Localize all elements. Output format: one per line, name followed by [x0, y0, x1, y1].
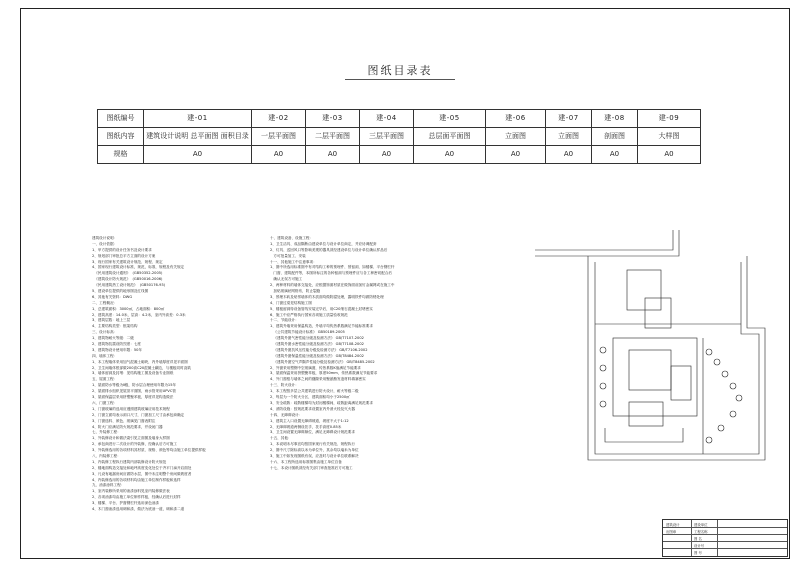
notes-left-line: 1、屋面防水等级为Ⅱ级，防水层合理使用年限为15年	[92, 383, 177, 388]
tree-6	[730, 411, 736, 417]
index-cell-content-1: 建筑设计说明 总平面图 面积目录	[144, 128, 252, 146]
index-cell-content-4: 三层平面图	[360, 128, 414, 146]
notes-right-line: 《建筑外窗气密性能分级及检测方法》 GB/T7107-2002	[270, 336, 364, 341]
notes-right-line: 十、建筑设备、设施工程：	[270, 236, 314, 240]
tb-divider-2	[717, 520, 718, 556]
index-cell-size-7: A0	[546, 146, 592, 164]
index-cell-size-4: A0	[360, 146, 414, 164]
tb-row-line-1	[663, 527, 787, 528]
notes-right-line: 《建筑外窗空气声隔声性能分级及检测方法》 GB/T8485-2002	[270, 359, 375, 364]
tb-label-design-no: 设计号	[694, 544, 705, 548]
notes-left-line: 一、设计依据：	[92, 241, 118, 246]
tree-12	[600, 401, 606, 407]
site-boundary	[588, 256, 765, 460]
notes-left-line: 3、建筑层数：地上三层	[92, 318, 131, 323]
notes-left-line: 1、室内装修所采用的油漆涂料见室内装修做法表	[92, 489, 170, 494]
notes-right-line: 3、安全疏散：疏散楼梯均为封闭楼梯间，疏散距离满足规范要求	[270, 400, 373, 405]
notes-right-line: 《建筑外窗水密性能分级及检测方法》 GB/T7108-2002	[270, 342, 364, 347]
index-cell-content-6: 立面图	[486, 128, 546, 146]
notes-left-line: 八、内装修工程：	[92, 453, 121, 458]
notes-left-line: 4、防火门应满足防火规范要求，并设闭门器	[92, 424, 163, 429]
notes-left-line: 3、现行国家有关建筑设计规范、规程、规定	[92, 259, 163, 264]
tree-4	[730, 383, 736, 389]
notes-left-line: 1、本工程墙体采用加气混凝土砌块，内外墙厚度详见平面图	[92, 359, 188, 364]
index-cell-no-4: 建-04	[360, 110, 414, 128]
notes-left-line: 3、建筑物设计使用年限：50年	[92, 347, 142, 352]
tb-row-line-4	[663, 548, 787, 549]
notes-right-line: 1、建筑外墙采用保温构造，外墙平均传热系数满足节能标准要求	[270, 324, 373, 329]
notes-right-line: 1、本工程按多层公共建筑进行防火设计，耐火等级二级	[270, 389, 359, 394]
notes-left-line: 2、规划部门审批总平方立面的设计方案	[92, 253, 156, 258]
row-label-size: 规格	[98, 146, 144, 164]
notes-left-line: 《民用建筑设计通则》 (GB50352-2005)	[92, 271, 163, 276]
notes-left-line: 6、其他有关资料：DWG	[92, 294, 133, 299]
notes-left-line: 1、内装修工程执行建筑内部装修设计防火规范	[92, 459, 167, 464]
notes-right-line: 3、预埋木砖及贴邻墙体的木质面均做防腐处理，露明铁件均做防锈处理	[270, 294, 384, 299]
notes-left-line: 2、屋面排水组织见屋顶平面图，雨水管采用UPVC管	[92, 389, 176, 394]
index-cell-content-7: 立面图	[546, 128, 592, 146]
notes-right-line: 加贴玻璃丝网格布，防止裂缝	[270, 289, 321, 294]
site-plan-drawing	[533, 228, 773, 478]
notes-right-line: 5、楼板留洞待设备管线安装完毕后，用C20细石混凝土封堵密实	[270, 306, 373, 311]
index-row-size	[98, 146, 701, 164]
notes-left-line: 3、外装修选用的各项材料其材质、规格、颜色等均由施工单位提供样板	[92, 448, 206, 453]
index-cell-no-3: 建-03	[306, 110, 360, 128]
notes-left-line: 《民用建筑热工设计规范》 (GB50176-93)	[92, 283, 166, 288]
notes-left-line: 3、屋面保温层采用挤塑聚苯板，厚度详见构造做法	[92, 395, 174, 400]
notes-left-line: 4、主要结构类型：框架结构	[92, 324, 138, 329]
notes-left-line: 六、门窗工程：	[92, 400, 118, 405]
notes-left-line: 5、建设单位提供的地形图及红线图	[92, 289, 149, 294]
notes-right-line: 6、施工中应严格执行国家各项施工质量验收规范	[270, 312, 348, 317]
index-cell-size-9: A0	[638, 146, 701, 164]
notes-right-line: 1、卫生洁具、成品隔断由建设单位与设计单位商定，并应协调配套	[270, 241, 377, 246]
index-cell-size-8: A0	[592, 146, 638, 164]
neighbor-building-1	[627, 270, 661, 310]
notes-right-line: 十二、节能设计：	[270, 318, 299, 323]
notes-left-line: 3、门窗选料、颜色、玻璃见门窗表附注	[92, 418, 156, 423]
index-cell-size-1: A0	[144, 146, 252, 164]
notes-left-line: 七、外装修工程：	[92, 430, 121, 435]
notes-left-line: 2、门窗立面均表示洞口尺寸，门窗加工尺寸由承包商确定	[92, 412, 185, 417]
tree-7	[718, 425, 724, 431]
notes-left-line: 4、内装修选用的各项材料均由施工单位制作样板和选样	[92, 477, 181, 482]
index-row-number	[98, 110, 701, 128]
notes-left-line: 1、建筑物耐火等级：二级	[92, 336, 134, 341]
tree-11	[600, 383, 606, 389]
design-notes-left	[92, 236, 264, 526]
tree-5	[736, 395, 742, 401]
notes-right-line: 门窗、建筑配件等，本图所标注的各种留洞与预埋件应与各工种密切配合后	[270, 271, 393, 276]
notes-left-line: 2、卫生间墙体根部做200高C20混凝土翻边，与楼板同时浇筑	[92, 365, 191, 370]
notes-right-line: 1、建筑主入口设置无障碍坡道，坡度不大于1:12	[270, 418, 349, 423]
notes-right-line: 十四、无障碍设计：	[270, 412, 303, 417]
tree-3	[722, 371, 728, 377]
site-road-edge-inner	[535, 230, 679, 256]
tb-row-line-3	[663, 541, 787, 542]
notes-left-line: 2、各项油漆均由施工单位制作样板，经确认后进行封样	[92, 495, 181, 500]
index-cell-no-6: 建-06	[486, 110, 546, 128]
index-cell-no-9: 建-09	[638, 110, 701, 128]
notes-left-line: 2、楼地面构造交接处和地坪高度变化处位于齐平门扇开启面处	[92, 465, 192, 470]
index-cell-size-3: A0	[306, 146, 360, 164]
notes-right-line: 3、屋面保温采用挤塑聚苯板，厚度50mm，传热系数满足节能要求	[270, 371, 378, 376]
main-building-inner	[629, 350, 671, 390]
notes-right-line: 十一、其他施工中注意事项：	[270, 259, 317, 264]
notes-left-line: 1、外装修设计和做法索引见立面图及墙身大样图	[92, 436, 170, 441]
notes-left-line: 4、木门窗油漆选用调和漆，做法为底油一道，调和漆二道	[92, 506, 185, 511]
notes-left-line: 1、甲方提供的设计任务书及设计要求	[92, 247, 152, 252]
index-cell-size-5: A0	[414, 146, 486, 164]
notes-right-line: 2、图中尺寸除标高以米为单位外，其余均以毫米为单位	[270, 448, 359, 453]
index-cell-content-2: 一层平面图	[252, 128, 306, 146]
design-notes-right	[270, 236, 524, 536]
tree-10	[600, 365, 606, 371]
notes-right-line: 2、两种材料的墙体交接处，应根据饰面材质在做饰面前加钉金属网或在施工中	[270, 283, 395, 288]
notes-right-line: 确认无误方可施工	[270, 277, 303, 282]
notes-left-line: 三、设计标高：	[92, 330, 118, 335]
notes-right-line: 十三、防火设计：	[270, 383, 299, 388]
main-building-wing	[671, 366, 691, 400]
notes-right-line: 2、每层为一个防火分区，建筑面积均小于2500㎡	[270, 395, 350, 400]
page-title: 图纸目录表	[367, 64, 433, 77]
tb-left-title: 建筑设计	[666, 523, 680, 527]
index-cell-size-2: A0	[252, 146, 306, 164]
notes-left-line: 2、建筑高度：14.0米，层高：4.2米，室内外高差：0.3米	[92, 312, 186, 317]
row-label-number: 图纸编号	[98, 110, 144, 128]
notes-left-line: 四、墙体工程：	[92, 353, 118, 358]
notes-right-line: 4、外门窗框与墙体之间的缝隙采用聚氨酯发泡材料填塞密实	[270, 377, 366, 382]
tb-label-client: 建设单位	[694, 523, 708, 527]
index-cell-no-1: 建-01	[144, 110, 252, 128]
index-cell-content-5: 总层面平面图	[414, 128, 486, 146]
title-underline	[345, 79, 455, 80]
notes-left-line: 3、楼梯、平台、护窗钢栏杆选用深色油漆	[92, 501, 159, 506]
index-cell-size-6: A0	[486, 146, 546, 164]
index-cell-no-5: 建-05	[414, 110, 486, 128]
notes-left-line: 2、承包商进行二次设计的外装修，经确认后方可施工	[92, 442, 177, 447]
notes-right-line: 2、灯具、送回风口等影响美观的器具须经建设单位与设计单位确认样品后	[270, 247, 388, 252]
index-cell-no-2: 建-02	[252, 110, 306, 128]
notes-right-line: 1、图中所选用标准图中有对结构工种的预埋件、预留洞，如楼梯、平台钢栏杆	[270, 265, 395, 270]
notes-right-line: 4、消防设施：按规范要求设置室内外消火栓及灭火器	[270, 406, 355, 411]
notes-right-line: 1、本说明未尽事宜均按国家现行有关规范、规程执行	[270, 442, 355, 447]
notes-left-line: 建筑设计说明：	[92, 236, 118, 240]
site-planting-edge	[605, 428, 683, 442]
courtyard	[629, 402, 663, 426]
tree-2	[714, 359, 720, 365]
index-cell-no-7: 建-07	[546, 110, 592, 128]
site-road-edge	[535, 230, 673, 250]
notes-left-line: 1、门窗玻璃的选用应遵照建筑玻璃应用技术规程	[92, 406, 170, 411]
notes-left-line: 4、国家现行建筑设计标准，规范，标准，规程及有关规定	[92, 265, 185, 270]
tb-label-drawing-no: 图 号	[694, 551, 702, 555]
notes-left-line: 九、油漆涂料工程：	[92, 483, 125, 488]
neighbor-building-2	[645, 298, 671, 328]
notes-right-line: 3、卫生间设置无障碍厕位，满足无障碍设计规范要求	[270, 430, 355, 435]
notes-left-line: 二、工程概况：	[92, 300, 118, 305]
notes-right-line: 《建筑外窗抗风压性能分级及检测方法》 GB/T7106-2002	[270, 347, 368, 352]
notes-right-line: 2、外窗采用塑钢中空玻璃窗，传热系数K值满足节能要求	[270, 365, 361, 370]
notes-left-line: 《建筑设计防火规范》 (GB50016-2006)	[92, 277, 163, 282]
notes-right-line: 4、门窗过梁见结构施工图	[270, 300, 312, 305]
tree-1	[706, 349, 712, 355]
tb-row-line-2	[663, 534, 787, 535]
site-boundary-inner	[595, 262, 759, 454]
notes-right-line: 十七、本设计图纸须经有关部门审查批准后方可施工	[270, 465, 353, 470]
index-row-content	[98, 128, 701, 146]
index-cell-content-9: 大样图	[638, 128, 701, 146]
index-cell-no-8: 建-08	[592, 110, 638, 128]
tb-divider-1	[691, 520, 692, 556]
notes-right-line: 方可批量加工、安装	[270, 253, 306, 258]
notes-left-line: 3、墙体留洞及封堵：见结构施工图及设备专业图纸	[92, 371, 174, 376]
notes-left-line: 2、建筑物抗震设防烈度：七度	[92, 342, 142, 347]
notes-left-line: 3、凡设有地漏房间应做防水层，图中未注明整个房间做坡度者	[92, 471, 192, 476]
index-cell-content-3: 二层平面图	[306, 128, 360, 146]
tb-label-project: 工程名称	[694, 530, 708, 534]
index-cell-content-8: 剖面图	[592, 128, 638, 146]
tree-8	[706, 437, 712, 443]
notes-right-line: 十六、本工程所选用标准图集由施工单位自备	[270, 459, 342, 464]
title-block	[662, 519, 788, 557]
notes-left-line: 五、屋面工程：	[92, 377, 118, 382]
drawing-index-table	[97, 109, 701, 164]
tb-label-drawing-name: 图 名	[694, 537, 702, 541]
notes-right-line: 3、施工中如发现图纸有误，应及时与设计单位联系解决	[270, 453, 359, 458]
notes-right-line: 十五、其他：	[270, 436, 292, 441]
notes-right-line: 《公共建筑节能设计标准》 GB50189-2005	[270, 330, 345, 335]
notes-right-line: 2、无障碍坡道两侧设扶手，扶手高度0.85米	[270, 424, 342, 429]
tb-stamp: 出图章	[666, 530, 677, 534]
row-label-content: 图纸内容	[98, 128, 144, 146]
notes-right-line: 《建筑外窗保温性能分级及检测方法》 GB/T8484-2002	[270, 353, 364, 358]
notes-left-line: 1、总建筑面积：3000㎡，占地面积：800㎡	[92, 306, 165, 311]
tree-9	[600, 347, 606, 353]
